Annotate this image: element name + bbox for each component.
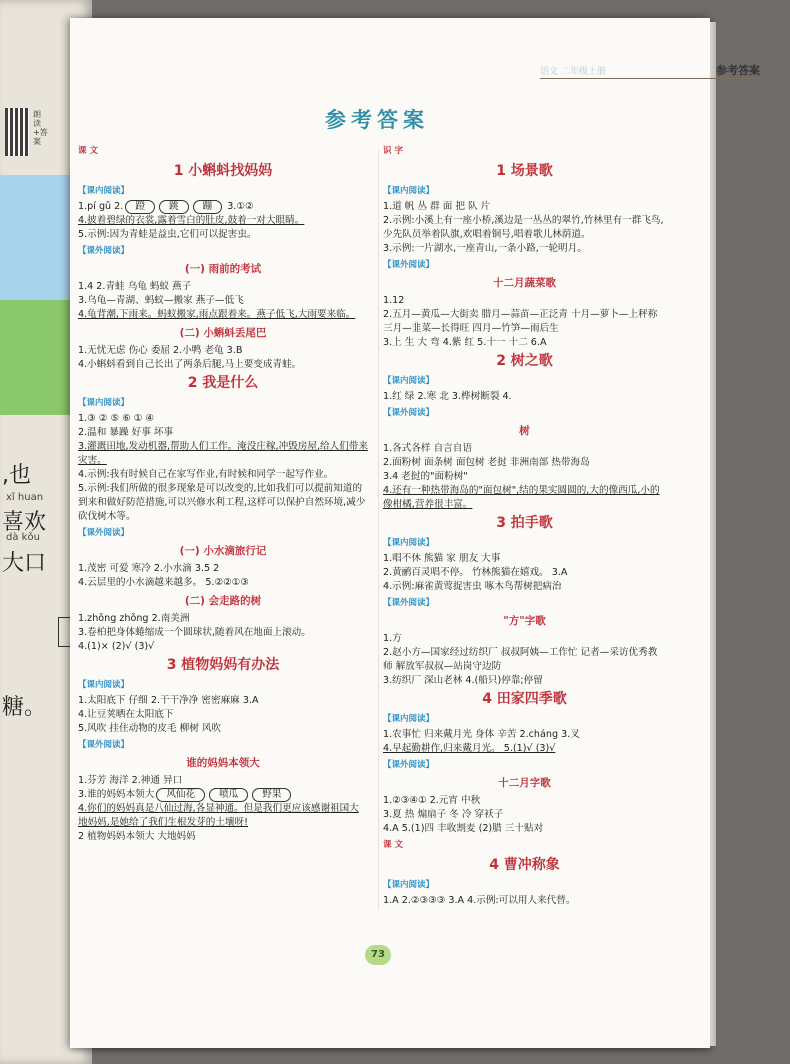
answer-line: 1.②③④① 2.元宵 中秋 [383, 795, 481, 806]
subsection-title: (一) 小水滴旅行记 [179, 545, 267, 557]
subsection-title: (二) 会走路的树 [184, 595, 262, 607]
answer-line: 3.4 老挝的"面粉树" [383, 471, 468, 482]
answer-line: 5.风吹 挂住动物的皮毛 柳树 风吹 [78, 723, 222, 734]
subsection-title: (一) 雨前的考试 [184, 263, 262, 275]
answer-line: 1.A 2.②③③③ 3.A 4.示例:可以用人来代替。 [383, 895, 576, 906]
answer-line: 3.卷柏把身体蜷缩成一个圆球状,随着风在地面上滚动。 [78, 627, 311, 638]
pinyin-1b: xǐ [6, 492, 15, 503]
answer-line: 1.农事忙 归来戴月光 身体 辛苦 2.cháng 3.叉 [383, 729, 580, 740]
lesson-title: 3 植物妈妈有办法 [166, 657, 280, 673]
lesson-title: 1 场景歌 [496, 163, 553, 179]
tag: 【课内阅读】 [383, 538, 435, 548]
tag: 【课外阅读】 [383, 598, 435, 608]
answer-line: 1.③ ② ⑤ ⑥ ① ④ [78, 413, 155, 424]
tag: 【课外阅读】 [383, 760, 435, 770]
subsection-title: 十二月字歌 [498, 777, 551, 789]
answer-line: 2.示例:小溪上有一座小桥,溪边是一丛丛的翠竹,竹林里有一群飞鸟,少先队员举着队旗,欢唱着铜号,唱着歌儿林荫道。 [383, 215, 664, 240]
tag: 【课外阅读】 [78, 740, 130, 750]
answer-line: 4.云层里的小水滴越来越多。 5.②②①③ [78, 577, 249, 588]
circled-answer: 风仙花 [156, 788, 205, 802]
tag: 【课外阅读】 [383, 408, 435, 418]
answer-line: 1.12 [383, 295, 405, 306]
answer-line: 1.zhǒng zhǒng 2.南美洲 [78, 613, 190, 624]
answer-line: 4.早起勤耕作,归来戴月光。 5.(1)√ (3)√ [383, 743, 556, 754]
lesson-title: 1 小蝌蚪找妈妈 [173, 163, 273, 179]
answer-line: 4.你们的妈妈真是八仙过海,各显神通。但是我们更应该感谢祖国大地妈妈,是她给了我们生根发芽的土壤呀! [78, 803, 359, 828]
answer-line: 3.夏 热 煽扇子 冬 冷 穿袄子 [383, 809, 504, 820]
page-number: 73 [365, 945, 391, 965]
book-text-4: 糖。 [2, 695, 47, 720]
circled-answer: 喷瓜 [209, 788, 248, 802]
answer-line: 5.示例:我们所做的很多现象是可以改变的,比如我们可以提前知道的到来和做好防范措施,可以兴修水利工程,这样可以保护自然环境,减少砍伐树木等。 [78, 483, 366, 522]
lesson-title: 4 曹冲称象 [489, 857, 560, 873]
tag: 【课外阅读】 [78, 246, 130, 256]
answer-line: 2.面粉树 面条树 面包树 老挝 非洲南部 热带海岛 [383, 457, 590, 468]
tag: 【课内阅读】 [78, 186, 130, 196]
answer-line: 1.4 2.青蛙 乌龟 蚂蚁 燕子 [78, 281, 192, 292]
tag: 【课内阅读】 [383, 186, 435, 196]
tag: 【课内阅读】 [383, 880, 435, 890]
column-divider [378, 150, 379, 910]
answer-line: 2.五月—黄瓜—大街卖 腊月—蒜苗—正泛青 十月—萝卜—上秤称 三月—韭菜—长得旺 四月—竹笋—雨后生 [383, 309, 658, 334]
answer-line: 1.太阳底下 仔细 2.干干净净 密密麻麻 3.A [78, 695, 259, 706]
answer-line: 1.茂密 可爱 寒冷 2.小水滴 3.5 2 [78, 563, 220, 574]
circled-answer: 野果 [252, 788, 291, 802]
answer-line: 2 植物妈妈本领大 大地妈妈 [78, 831, 196, 842]
answer-line: 1.方 [383, 633, 402, 644]
answer-line [78, 200, 368, 214]
answer-line: 2.赵小方—国家经过纺织厂 叔叔阿姨—工作忙 记者—采访优秀教师 解放军叔叔—站岗守边防 [383, 647, 658, 672]
answer-line: 3.乌龟—青湖、蚂蚁—搬家 燕子—低飞 [78, 295, 244, 306]
answer-text: 3.①② [227, 201, 254, 212]
answer-line: 1.无忧无虑 伤心 委屈 2.小鸭 老龟 3.B [78, 345, 243, 356]
header-label: 参考答案 [716, 64, 760, 77]
book-text-2: 喜欢 [2, 510, 47, 535]
section-label: 识 字 [383, 146, 403, 156]
book-text-1: ,也 [2, 463, 31, 488]
answer-line: 3.灌溉田地,发动机器,帮助人们工作。淹没庄稼,冲毁房屋,给人们带来灾害。 [78, 441, 368, 466]
answer-line: 4.(1)× (2)√ (3)√ [78, 641, 155, 652]
page-title: 参考答案 [325, 107, 429, 132]
answer-line: 1.各式各样 自言自语 [383, 443, 472, 454]
subsection-title: 谁的妈妈本领大 [186, 757, 260, 769]
left-column [78, 142, 368, 844]
subsection-title: (二) 小蝌蚪丢尾巴 [179, 327, 267, 339]
right-column [383, 142, 666, 908]
header-faint-text: 语文 二年级上册 [540, 67, 606, 77]
tag: 【课内阅读】 [78, 680, 130, 690]
answer-line: 4.A 5.(1)四 丰收割麦 (2)腊 三十贴对 [383, 823, 544, 834]
tag: 【课外阅读】 [78, 528, 130, 538]
answer-text: 3.谁的妈妈本领大 [78, 789, 155, 800]
lesson-title: 2 我是什么 [187, 375, 259, 391]
answer-line: 2.黄鹂百灵唱不停。 竹林熊猫在嬉戏。 3.A [383, 567, 568, 578]
lesson-title: 2 树之歌 [496, 353, 553, 369]
circled-answer: 跳 [159, 200, 189, 214]
tag: 【课内阅读】 [383, 714, 435, 724]
subsection-title: 十二月蔬菜歌 [493, 277, 556, 289]
book-text-3: 大口 [2, 551, 47, 576]
pinyin-1: huan [17, 492, 44, 503]
answer-line: 1.道 帆 丛 群 面 把 队 片 [383, 201, 491, 212]
subsection-title: 树 [519, 425, 530, 437]
answer-line: 1.唱不休 熊猫 家 朋友 大事 [383, 553, 501, 564]
lesson-title: 3 拍手歌 [496, 515, 553, 531]
answer-line: 1.红 绿 2.寒 北 3.桦树断裂 4. [383, 391, 512, 402]
answer-line: 4.让豆荚晒在太阳底下 [78, 709, 174, 720]
answer-line: 1.芬芳 海洋 2.神通 异口 [78, 775, 183, 786]
circled-answer: 蹦 [193, 200, 223, 214]
pinyin-2: dà kǒu [6, 532, 40, 543]
tag: 【课内阅读】 [383, 376, 435, 386]
answer-line: 4.小蝌蚪看到自己长出了两条后腿,马上要变成青蛙。 [78, 359, 302, 370]
answer-line: 4.披着碧绿的衣裳,露着雪白的肚皮,鼓着一对大眼睛。 [78, 215, 305, 226]
answer-line: 4.示例:我有时候自己在家写作业,有时候和同学一起写作业。 [78, 469, 334, 480]
page-header [540, 62, 760, 79]
answer-line: 4.示例:麻雀黄莺捉害虫 啄木鸟帮树把病治 [383, 581, 562, 592]
answer-line: 3.上 生 大 弯 4.紫 红 5.十一 十二 6.A [383, 337, 547, 348]
section-label: 课 文 [383, 840, 403, 850]
section-label: 课 文 [78, 146, 98, 156]
answer-line [78, 788, 368, 802]
answer-line: 3.纺织厂 深山老林 4.(船只)停靠;停留 [383, 675, 543, 686]
answer-line: 4.还有一种热带海岛的"面包树",结的果实圆圆的,大的像西瓜,小的像柑橘,营养很丰富。 [383, 485, 660, 510]
tag: 【课内阅读】 [78, 398, 130, 408]
lesson-title: 4 田家四季歌 [482, 691, 567, 707]
answer-line: 5.示例:因为青蛙是益虫,它们可以捉害虫。 [78, 229, 257, 240]
tag: 【课外阅读】 [383, 260, 435, 270]
circled-answer: 蹬 [125, 200, 155, 214]
answer-line: 2.温和 暴躁 好事 坏事 [78, 427, 174, 438]
qr-label: 朗读+答案 [33, 110, 48, 146]
subsection-title: "方"字歌 [503, 615, 546, 627]
answer-line: 4.龟背潮,下雨来。蚂蚁搬家,雨点跟着来。燕子低飞,大雨要来临。 [78, 309, 356, 320]
qr-code-icon [5, 108, 29, 156]
answer-text: 1.pí gǔ 2. [78, 201, 124, 212]
answer-line: 3.示例:一片湖水,一座青山,一条小路,一轮明月。 [383, 243, 587, 254]
